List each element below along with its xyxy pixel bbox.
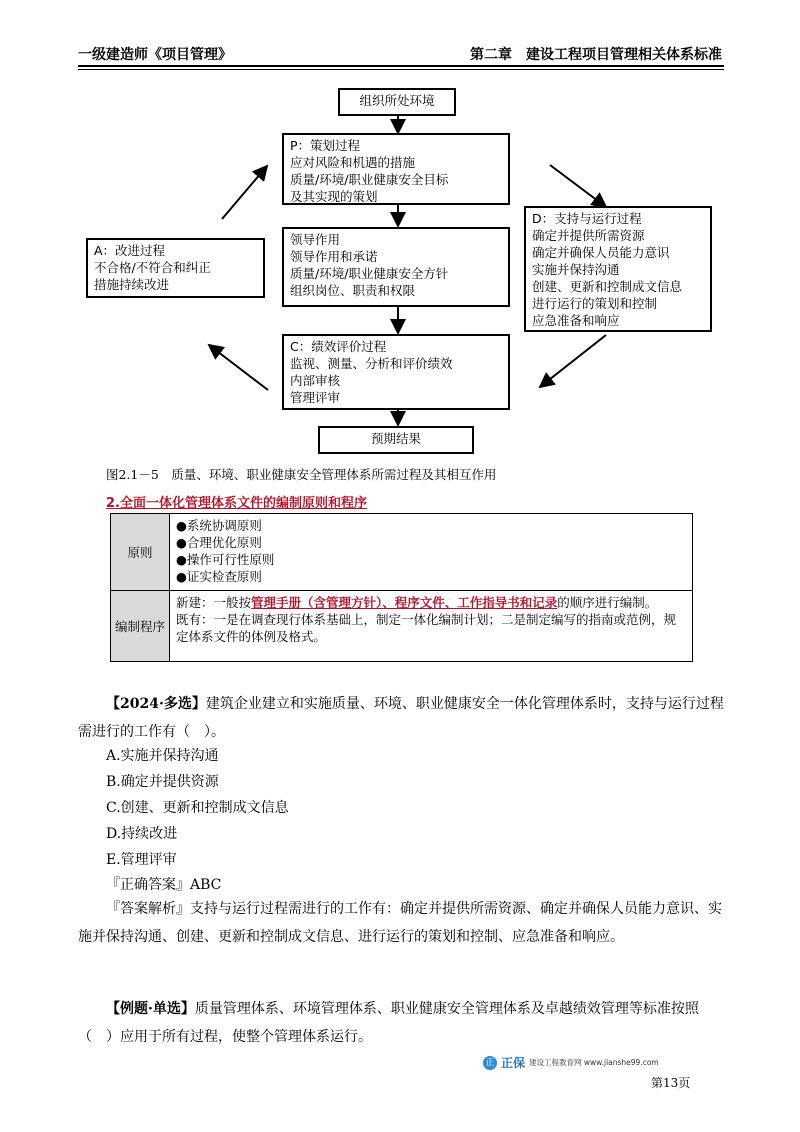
question1-option-b: B.确定并提供资源 [106, 774, 219, 790]
box-org-environment: 组织所处环境 [338, 88, 456, 116]
question1-option-d: D.持续改进 [106, 826, 178, 842]
arrow-d-to-c [540, 335, 606, 387]
list-item: ●系统协调原则 [176, 518, 262, 533]
list-item: ●合理优化原则 [176, 535, 262, 550]
header-right: 第二章 建设工程项目管理相关体系标准 [470, 47, 722, 63]
header-left: 一级建造师《项目管理》 [78, 47, 232, 63]
box-expected-result: 预期结果 [318, 426, 474, 454]
list-item: ●操作可行性原则 [176, 552, 275, 567]
row-head-procedure: 编制程序 [111, 591, 170, 662]
question1-stem: 【2024·多选】建筑企业建立和实施质量、环境、职业健康安全一体化管理体系时，支持与运行过程需进行的工作有（ ）。 [78, 696, 724, 740]
list-item: ●证实检查原则 [176, 569, 262, 584]
principles-table [110, 513, 693, 662]
section-title: 2.全面一体化管理体系文件的编制原则和程序 [106, 496, 367, 511]
procedure-cell [170, 591, 693, 662]
procedure-new: 新建：一般按管理手册（含管理方针）、程序文件、工作指导书和记录的顺序进行编制。 [176, 595, 658, 610]
question1-option-e: E.管理评审 [106, 852, 177, 868]
table-row [111, 591, 693, 662]
logo-icon: 正 [483, 1056, 497, 1070]
principles-list [170, 514, 693, 591]
footer-logo: 正 正保 建设工程教育网 www.jianshe99.com [483, 1054, 659, 1071]
row-head-principles: 原则 [111, 514, 170, 591]
box-check: C：绩效评价过程 监视、测量、分析和评价绩效 内部审核 管理评审 [282, 334, 510, 410]
box-leadership: 领导作用 领导作用和承诺 质量/环境/职业健康安全方针 组织岗位、职责和权限 [282, 227, 510, 307]
box-act: A：改进过程 不合格/不符合和纠正 措施持续改进 [86, 238, 265, 298]
question1-option-c: C.创建、更新和控制成文信息 [106, 800, 289, 816]
question1-answer: 『正确答案』ABC [106, 877, 222, 893]
box-do: D：支持与运行过程 确定并提供所需资源 确定并确保人员能力意识 实施并保持沟通 创建、更新和控制成文信息 进行运行的策划和控制 应急准备和响应 [524, 206, 712, 332]
box-plan: P：策划过程 应对风险和机遇的措施 质量/环境/职业健康安全目标 及其实现的策划 [282, 133, 510, 205]
question1-analysis: 『答案解析』支持与运行过程需进行的工作有：确定并提供所需资源、确定并确保人员能力意识、实施并保持沟通、创建、更新和控制成文信息、进行运行的策划和控制、应急准备和响应。 [78, 901, 722, 945]
arrow-a-to-p [222, 166, 267, 219]
arrow-c-to-a [209, 345, 268, 390]
table-row [111, 514, 693, 591]
procedure-highlight: 管理手册（含管理方针）、程序文件、工作指导书和记录 [251, 595, 558, 610]
procedure-existing: 既有：一是在调查现行体系基础上，制定一体化编制计划；二是制定编写的指南或范例，规定体系文件的体例及格式。 [176, 612, 677, 644]
question2-stem: 【例题·单选】质量管理体系、环境管理体系、职业健康安全管理体系及卓越绩效管理等标准按照（ ）应用于所有过程，使整个管理体系运行。 [78, 1001, 699, 1045]
page-number: 第13页 [651, 1076, 691, 1090]
arrow-p-to-d [550, 165, 606, 207]
question1-option-a: A.实施并保持沟通 [106, 748, 219, 764]
figure-caption: 图2.1－5 质量、环境、职业健康安全管理体系所需过程及其相互作用 [106, 467, 497, 482]
